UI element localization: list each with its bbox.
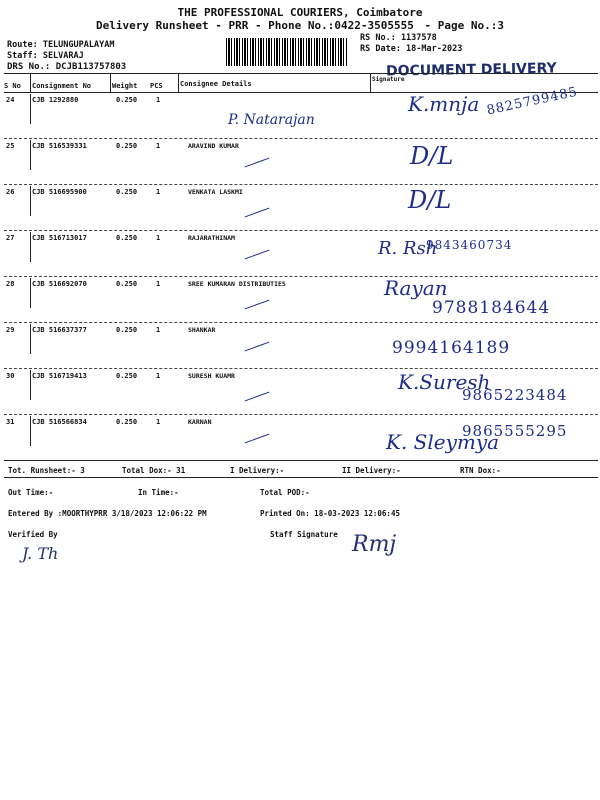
table-row (0, 324, 600, 370)
row-sno: 24 (6, 96, 15, 104)
row-consignment-no: CJB 516539331 (32, 142, 87, 150)
row-consignee: SREE KUMARAN DISTRIBUTIES (188, 280, 286, 288)
table-row (0, 140, 600, 186)
col-divider (30, 94, 31, 124)
receiver-phone: 9865555295 (462, 422, 568, 440)
row-consignment-no: CJB 516719413 (32, 372, 87, 380)
receiver-signature: D/L (410, 142, 454, 170)
row-consignment-no: CJB 516695900 (32, 188, 87, 196)
row-divider (4, 368, 598, 369)
tick-mark (245, 392, 270, 402)
row-consignee: KARNAN (188, 418, 212, 426)
row-sno: 29 (6, 326, 15, 334)
page-number: - Page No.:3 (424, 19, 504, 32)
row-pcs: 1 (156, 418, 161, 426)
row-pcs: 1 (156, 142, 161, 150)
row-consignee: SHANKAR (188, 326, 216, 334)
route: Route: TELUNGUPALAYAM (7, 40, 115, 50)
header-consignee: Consignee Details (180, 80, 252, 88)
row-weight: 0.250 (116, 418, 138, 426)
row-pcs: 1 (156, 326, 161, 334)
company-title: THE PROFESSIONAL COURIERS, Coimbatore (177, 6, 423, 19)
row-weight: 0.250 (116, 96, 138, 104)
receiver-phone: 9788184644 (432, 298, 551, 318)
out-time: Out Time:- (8, 488, 54, 497)
table-row (0, 278, 600, 324)
row-consignment-no: CJB 1292880 (32, 96, 79, 104)
col-divider (30, 186, 31, 216)
col-divider (370, 73, 371, 92)
barcode (226, 38, 348, 66)
row-weight: 0.250 (116, 142, 138, 150)
receiver-phone: 9843460734 (426, 238, 513, 252)
row-divider (4, 138, 598, 139)
row-consignee: RAJARATHINAM (188, 234, 235, 242)
tick-mark (245, 434, 270, 444)
rs-date: RS Date: 18-Mar-2023 (360, 44, 463, 54)
tick-mark (245, 208, 270, 218)
tick-mark (245, 300, 270, 310)
staff: Staff: SELVARAJ (7, 51, 84, 61)
col-divider (30, 140, 31, 170)
row-consignee: SURESH KUAMR (188, 372, 235, 380)
tick-mark (245, 250, 270, 260)
verified-by-label: Verified By (8, 530, 58, 539)
rtn-dox: RTN Dox:- (460, 466, 501, 475)
total-dox: Total Dox:- 31 (122, 466, 186, 475)
row-divider (4, 414, 598, 415)
row-sno: 31 (6, 418, 15, 426)
receiver-phone: 9865223484 (462, 386, 568, 404)
row-sno: 28 (6, 280, 15, 288)
col-divider (30, 232, 31, 262)
header-consignment: Consignment No (32, 82, 92, 90)
row-divider (4, 230, 598, 231)
row-consignment-no: CJB 516692070 (32, 280, 87, 288)
table-row (0, 186, 600, 232)
col-divider (30, 416, 31, 446)
col-divider (30, 278, 31, 308)
row-weight: 0.250 (116, 372, 138, 380)
row-pcs: 1 (156, 96, 161, 104)
row-weight: 0.250 (116, 326, 138, 334)
row-consignee: ARAVIND KUMAR (188, 142, 239, 150)
row-pcs: 1 (156, 234, 161, 242)
header-sno: S No (4, 82, 21, 90)
row-sno: 25 (6, 142, 15, 150)
table-row (0, 370, 600, 416)
receiver-phone: 9994164189 (392, 338, 511, 358)
col-divider (30, 73, 31, 92)
row-sno: 27 (6, 234, 15, 242)
receiver-phone: 8825799485 (485, 84, 580, 119)
verified-signature: J. Th (22, 544, 59, 563)
col-divider (30, 324, 31, 354)
tick-mark (245, 158, 270, 168)
total-pod: Total POD:- (260, 488, 310, 497)
row-sno: 30 (6, 372, 15, 380)
receiver-signature: D/L (408, 186, 452, 214)
header-pcs: PCS (150, 82, 163, 90)
runsheet-title-text: Delivery Runsheet - PRR - Phone No.:0422-3505555 (96, 19, 414, 32)
staff-signature-label: Staff Signature (270, 530, 338, 539)
row-divider (4, 184, 598, 185)
row-consignment-no: CJB 516566834 (32, 418, 87, 426)
table-top-border (4, 73, 598, 74)
runsheet-title (0, 19, 600, 32)
row-consignment-no: CJB 516637377 (32, 326, 87, 334)
document-delivery-stamp: DOCUMENT DELIVERY (385, 60, 557, 80)
table-row (0, 232, 600, 278)
row-weight: 0.250 (116, 188, 138, 196)
totals-bottom-border (4, 477, 598, 478)
row-consignee: VENKATA LASKMI (188, 188, 243, 196)
receiver-signature: Rayan (384, 276, 448, 300)
table-row (0, 416, 600, 462)
row-sno: 26 (6, 188, 15, 196)
handwritten-name: P. Natarajan (228, 112, 315, 128)
receiver-signature: K.Suresh (398, 370, 491, 394)
receiver-signature: K. Sleymya (386, 430, 500, 454)
receiver-signature: R. Rsh (378, 238, 438, 259)
row-pcs: 1 (156, 372, 161, 380)
tick-mark (245, 342, 270, 352)
row-weight: 0.250 (116, 234, 138, 242)
in-time: In Time:- (138, 488, 179, 497)
i-delivery: I Delivery:- (230, 466, 285, 475)
row-pcs: 1 (156, 280, 161, 288)
col-divider (178, 73, 179, 92)
row-divider (4, 276, 598, 277)
row-consignment-no: CJB 516713017 (32, 234, 87, 242)
total-runsheet: Tot. Runsheet:- 3 (8, 466, 85, 475)
header-signature: Signature (372, 76, 405, 83)
col-divider (30, 370, 31, 400)
staff-signature: Rmj (352, 532, 397, 557)
receiver-signature: K.mnja (408, 92, 480, 116)
row-pcs: 1 (156, 188, 161, 196)
row-divider (4, 322, 598, 323)
printed-on: Printed On: 18-03-2023 12:06:45 (260, 509, 400, 518)
row-weight: 0.250 (116, 280, 138, 288)
entered-by: Entered By :MOORTHYPRR 3/18/2023 12:06:22 PM (8, 509, 207, 518)
ii-delivery: II Delivery:- (342, 466, 401, 475)
table-header-border (4, 92, 598, 93)
drs-number: DRS No.: DCJB113757803 (7, 62, 127, 72)
col-divider (110, 73, 111, 92)
header-weight: Weight (112, 82, 138, 90)
totals-top-border (4, 460, 598, 461)
rs-number: RS No.: 1137578 (360, 33, 437, 43)
